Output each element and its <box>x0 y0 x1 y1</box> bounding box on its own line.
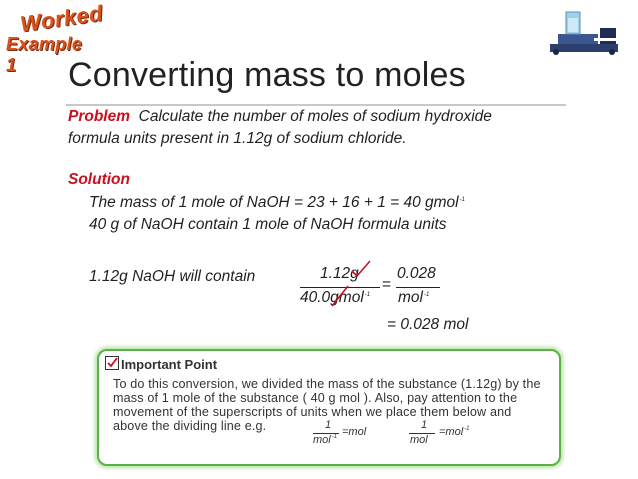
important-point-line2: mass of 1 mole of the substance ( 40 g mol ). Also, pay attention to the <box>113 391 518 405</box>
example2-rhs-text: =mol <box>439 426 464 438</box>
example2-rhs <box>439 426 470 438</box>
balance-machine-icon <box>548 8 620 58</box>
worked-example-badge <box>6 0 105 75</box>
cancel-mark-icon <box>350 259 372 279</box>
important-point-box <box>97 349 561 466</box>
badge-line2: Example 1 <box>6 34 83 75</box>
solution-label: Solution <box>68 171 130 188</box>
badge-line1: Worked <box>18 0 105 37</box>
solution-line1 <box>89 194 465 212</box>
fraction1-den-text: 40.0gmol <box>300 289 364 306</box>
problem-label: Problem <box>68 108 131 125</box>
title-divider <box>66 104 566 106</box>
important-point-title: Important Point <box>121 357 218 372</box>
fraction2-denominator <box>398 289 429 307</box>
example1-denominator <box>313 434 337 446</box>
example1-den-sup: -1 <box>331 434 338 441</box>
solution-line2: 40 g of NaOH contain 1 mole of NaOH formula units <box>89 216 447 233</box>
example1-den-text: mol <box>313 434 331 446</box>
solution-text1: The mass of 1 mole of NaOH = 23 + 16 + 1 = 40 gmol <box>89 194 459 211</box>
example1-numerator: 1 <box>325 419 332 431</box>
fraction2-den-sup: -1 <box>423 291 430 298</box>
fraction2-line <box>396 287 440 288</box>
example2-denominator: mol <box>410 434 428 446</box>
page-title: Converting mass to moles <box>68 56 466 94</box>
cancel-mark-icon <box>330 284 350 308</box>
solution-line3-label: 1.12g NaOH will contain <box>89 268 256 285</box>
fraction1-numerator: 1.12g <box>320 265 359 282</box>
solution-line1-sup: -1 <box>459 196 465 203</box>
checkbox-icon <box>105 356 119 370</box>
problem-line2: formula units present in 1.12g of sodium chloride. <box>68 130 407 147</box>
fraction2-numerator: 0.028 <box>397 265 436 282</box>
problem-text1: Calculate the number of moles of sodium hydroxide <box>138 108 492 125</box>
example2-rhs-sup: -1 <box>464 426 470 433</box>
important-point-line3: movement of the superscripts of units when we place them below and <box>113 405 512 419</box>
example2-numerator: 1 <box>421 419 428 431</box>
solution-result: = 0.028 mol <box>387 316 469 333</box>
example1-rhs: =mol <box>342 426 367 438</box>
equals-sign: = <box>382 276 392 293</box>
problem-line1 <box>68 108 492 126</box>
important-point-line1: To do this conversion, we divided the mass of the substance (1.12g) by the <box>113 377 541 391</box>
fraction2-den-text: mol <box>398 289 423 306</box>
important-point-line4: above the dividing line e.g. <box>113 419 267 433</box>
fraction1-den-sup: -1 <box>364 291 371 298</box>
